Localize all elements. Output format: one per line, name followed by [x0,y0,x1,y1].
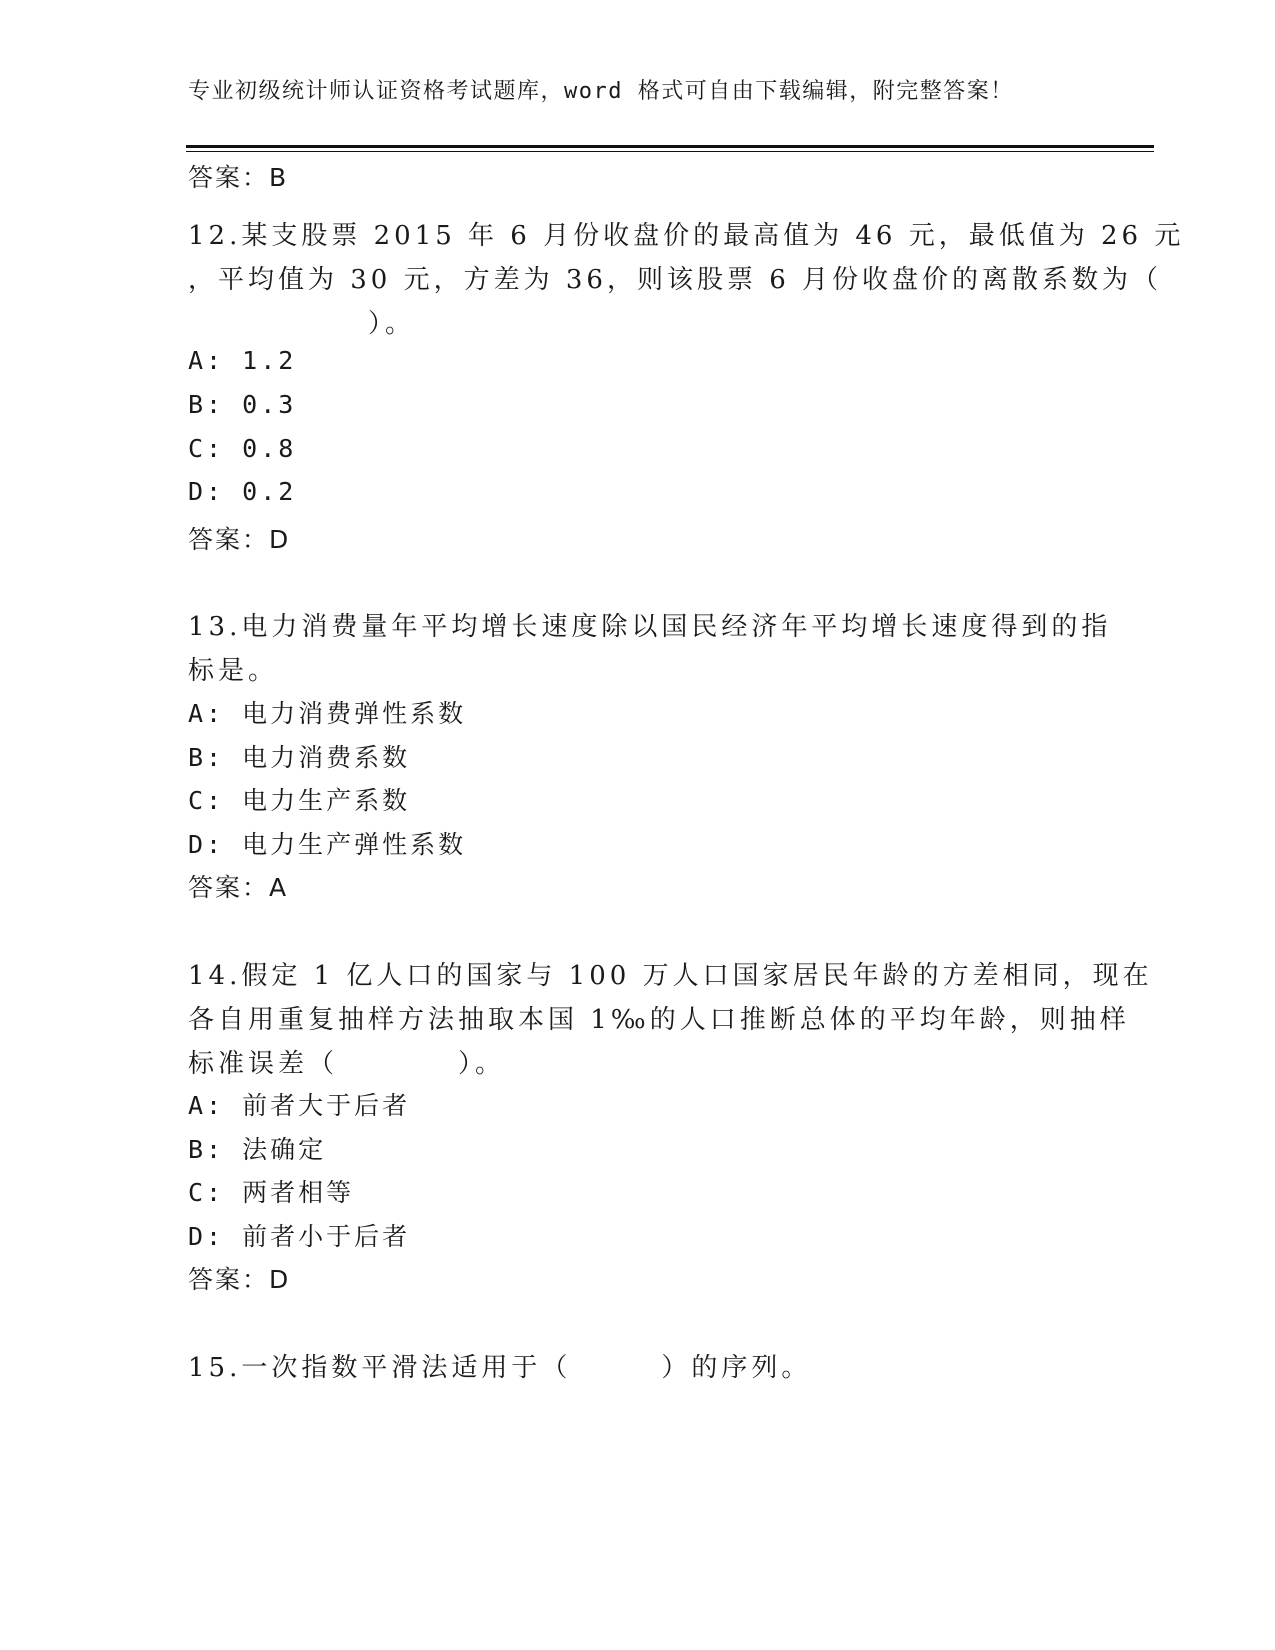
header-rule [186,145,1154,148]
answer-line: 答案：D [188,525,291,554]
question-stem-line: ）。 [188,309,416,339]
question-stem-line: 15.一次指数平滑法适用于（ ）的序列。 [188,1353,812,1383]
option-a: A: 电力消费弹性系数 [188,699,467,728]
question-stem-line: 14.假定 1 亿人口的国家与 100 万人口国家居民年龄的方差相同，现在 [188,961,1153,991]
option-b: B: 法确定 [188,1135,327,1164]
option-d: D: 电力生产弹性系数 [188,830,467,859]
option-d: D: 前者小于后者 [188,1222,411,1251]
question-stem-line: 标准误差（ ）。 [188,1049,506,1079]
option-b: B: 0.3 [188,390,297,419]
question-stem-line: ，平均值为 30 元，方差为 36，则该股票 6 月份收盘价的离散系数为（ [188,265,1163,295]
question-stem-line: 标是。 [188,656,279,686]
option-b: B: 电力消费系数 [188,743,411,772]
answer-line: 答案：A [188,873,289,902]
option-c: C: 两者相等 [188,1178,355,1207]
option-c: C: 电力生产系数 [188,786,411,815]
option-c: C: 0.8 [188,434,297,463]
option-a: A: 1.2 [188,346,297,375]
header-rule-thin [186,151,1154,152]
page-header: 专业初级统计师认证资格考试题库，word 格式可自由下载编辑，附完整答案！ [188,79,1014,104]
option-a: A: 前者大于后者 [188,1091,411,1120]
answer-line: 答案：D [188,1265,291,1294]
option-d: D: 0.2 [188,477,297,506]
question-stem-line: 各自用重复抽样方法抽取本国 1‰的人口推断总体的平均年龄，则抽样 [188,1005,1130,1035]
question-stem-line: 13.电力消费量年平均增长速度除以国民经济年平均增长速度得到的指 [188,612,1112,642]
question-stem-line: 12.某支股票 2015 年 6 月份收盘价的最高值为 46 元，最低值为 26 元 [188,221,1185,251]
answer-line: 答案：B [188,163,289,192]
